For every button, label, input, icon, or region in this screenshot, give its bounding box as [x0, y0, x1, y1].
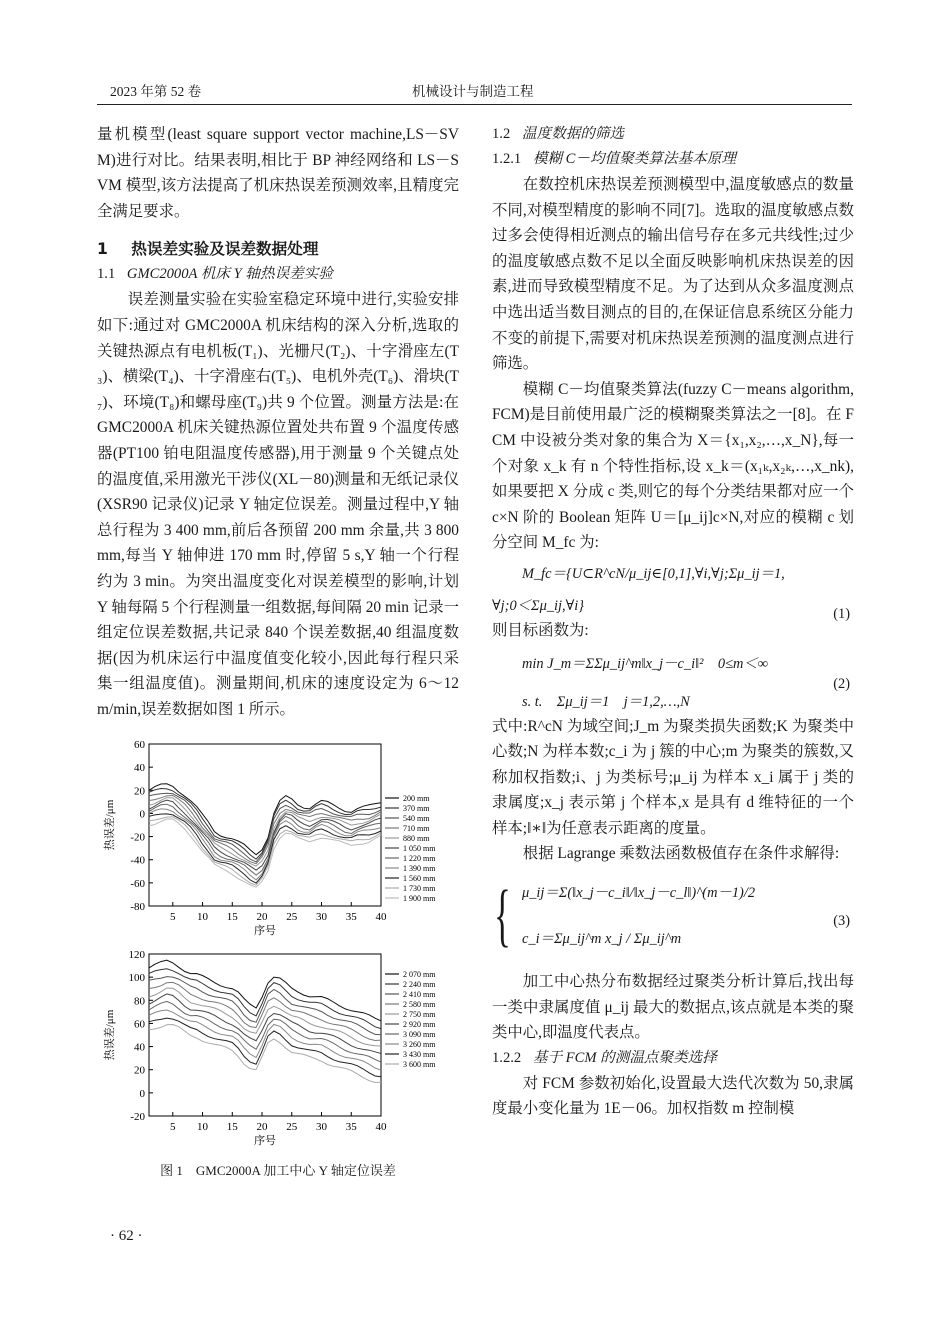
series-line: [149, 796, 381, 864]
left-column: [97, 122, 459, 1182]
section-1-2-heading: [492, 122, 854, 147]
legend-entry: 1 390 mm: [403, 864, 436, 874]
legend-entry: 370 mm: [403, 804, 430, 814]
x-axis-label: 序号: [254, 1135, 276, 1148]
legend-entry: 3 090 mm: [403, 1030, 436, 1040]
fcm-paragraph: 模糊 C－均值聚类算法(fuzzy C－means algorithm,FCM)是目前使用最广泛的模糊聚类算法之一[8]。在 FCM 中设被分类对象的集合为 X＝{x₁,x₂,…,x_N},每一个对象 x_k 有 n 个特性指标,设 x_k＝(x₁ₖ,x₂ₖ,…,x_nk),如果要把 X 分成 c 类,则它的每个分类结果都对应一个 c×N 阶的 Boolean 矩阵 U＝[μ_ij]c×N,对应的模糊 c 划分空间 M_fc 为:: [492, 380, 854, 552]
legend-entry: 710 mm: [403, 824, 430, 834]
fcm-init-paragraph: 对 FCM 参数初始化,设置最大迭代次数为 50,隶属度最小变化量为 1E－06。加权指数 m 控制模: [492, 1074, 854, 1118]
y-tick-label: -20: [130, 1111, 145, 1124]
legend-entry: 2 240 mm: [403, 980, 436, 990]
x-tick-label: 20: [256, 911, 268, 924]
x-tick-label: 10: [197, 911, 209, 924]
section-1-1-heading: [97, 262, 459, 287]
section-1-2-number: 1.2: [492, 126, 511, 142]
series-line: [149, 801, 381, 871]
equation-2-line-2: s. t. Σμ_ij＝1 j＝1,2,…,N: [522, 693, 690, 710]
legend-entry: 2 070 mm: [403, 970, 436, 980]
section-1-number: 1: [97, 240, 108, 259]
x-tick-label: 5: [170, 911, 176, 924]
x-tick-label: 40: [375, 1121, 387, 1134]
series-line: [149, 961, 381, 1022]
figure-1: [97, 736, 459, 1182]
series-line: [149, 969, 381, 1029]
legend-entry: 1 560 mm: [403, 874, 436, 884]
objective-label: 则目标函数为:: [492, 621, 589, 639]
y-tick-label: 0: [139, 1088, 145, 1101]
section-1-title: 热误差实验及误差数据处理: [131, 240, 319, 259]
x-tick-label: 15: [226, 1121, 238, 1134]
x-tick-label: 35: [345, 1121, 357, 1134]
equation-2: [492, 652, 854, 714]
section-1-2-1-heading: [492, 147, 854, 172]
header-rule: [97, 104, 852, 105]
legend-entry: 2 920 mm: [403, 1020, 436, 1030]
x-tick-label: 20: [256, 1121, 268, 1134]
y-axis-label: 热误差/μm: [104, 1010, 116, 1061]
equation-3-line-1: μ_ij＝Σ(‖x_j－c_i‖/‖x_j－c_l‖)^(m－1)/2: [522, 885, 756, 902]
series-line: [149, 1010, 381, 1070]
x-tick-label: 10: [197, 1121, 209, 1134]
equation-1-line-2: ∀j;0＜Σμ_ij,∀i}: [492, 597, 585, 614]
legend-entry: 1 050 mm: [403, 844, 436, 854]
equation-3-line-2: c_i＝Σμ_ij^m x_j / Σμ_ij^m: [522, 931, 682, 948]
legend-entry: 2 750 mm: [403, 1010, 436, 1020]
equation-1: [492, 562, 854, 622]
intro-paragraph: 量机模型(least square support vector machine,LS－SVM)进行对比。结果表明,相比于 BP 神经网络和 LS－SVM 模型,该方法提高了机床热误差预测效率,且精度完全满足要求。: [97, 126, 459, 220]
x-tick-label: 40: [375, 911, 387, 924]
y-tick-label: 100: [128, 972, 145, 985]
y-tick-label: 60: [134, 739, 145, 752]
y-tick-label: -60: [130, 878, 145, 891]
x-tick-label: 35: [345, 911, 357, 924]
x-tick-label: 30: [316, 911, 328, 924]
y-tick-label: 120: [128, 949, 145, 962]
legend-entry: 200 mm: [403, 794, 430, 804]
plot-frame: [149, 744, 381, 906]
equation-2-number: (2): [833, 675, 850, 692]
y-tick-label: 60: [134, 1018, 145, 1031]
section-1-1-number: 1.1: [97, 266, 116, 283]
figure-caption: 图 1 GMC2000A 加工中心 Y 轴定位误差: [160, 1163, 396, 1179]
section-1-2-1-number: 1.2.1: [492, 151, 522, 167]
error-chart-top: [97, 736, 459, 941]
lagrange-paragraph: 根据 Lagrange 乘数法函数极值存在条件求解得:: [522, 845, 840, 863]
x-tick-label: 25: [286, 911, 298, 924]
series-line: [149, 819, 381, 887]
x-tick-label: 15: [226, 911, 238, 924]
y-tick-label: -40: [130, 855, 145, 868]
equation-2-line-1: min J_m＝ΣΣμ_ij^m‖x_j－c_i‖² 0≤m＜∞: [522, 655, 769, 672]
section-1-1-title: GMC2000A 机床 Y 轴热误差实验: [126, 266, 333, 283]
sensitivity-paragraph: 在数控机床热误差预测模型中,温度敏感点的数量不同,对模型精度的影响不同[7]。选取的温度敏感点数过多会使得相近测点的输出信号存在多元共线性;过少的温度敏感点数不足以全面反映影响机床热误差的因素,进而导致模型精度不足。为了达到从众多温度测点中选出适当数目测点的目的,在保证信息系统区分能力不变的前提下,需要对机床热误差预测的温度测点进行筛选。: [492, 176, 854, 373]
right-column: [492, 122, 854, 1122]
legend-entry: 1 220 mm: [403, 854, 436, 864]
y-tick-label: 0: [139, 808, 145, 821]
section-1-2-2-number: 1.2.2: [492, 1049, 522, 1066]
series-line: [149, 798, 381, 866]
y-tick-label: 40: [134, 1042, 145, 1055]
legend-entry: 880 mm: [403, 834, 430, 844]
cluster-center-paragraph: 加工中心热分布数据经过聚类分析计算后,找出每一类中隶属度值 μ_ij 最大的数据点,该点就是本类的聚类中心,即温度代表点。: [492, 973, 854, 1042]
legend-entry: 2 580 mm: [403, 1000, 436, 1010]
page-number: · 62 ·: [110, 1228, 143, 1244]
y-tick-label: -80: [130, 901, 145, 914]
y-tick-label: -20: [130, 832, 145, 845]
section-1-2-2-heading: [492, 1046, 854, 1071]
section-1-2-2-title: 基于 FCM 的测温点聚类选择: [532, 1049, 717, 1066]
equation-1-number: (1): [833, 605, 850, 622]
x-tick-label: 25: [286, 1121, 298, 1134]
plot-frame: [149, 954, 381, 1116]
y-tick-label: 20: [134, 785, 145, 798]
y-tick-label: 40: [134, 762, 145, 775]
legend-entry: 2 410 mm: [403, 990, 436, 1000]
section-1-2-1-title: 模糊 C－均值聚类算法基本原理: [532, 151, 736, 167]
running-header-year: 2023 年第 52 卷: [110, 84, 202, 99]
legend-entry: 1 730 mm: [403, 884, 436, 894]
y-axis-label: 热误差/μm: [104, 800, 116, 851]
equation-3-number: (3): [833, 913, 850, 930]
x-tick-label: 5: [170, 1121, 176, 1134]
legend-entry: 3 600 mm: [403, 1060, 436, 1070]
x-tick-label: 30: [316, 1121, 328, 1134]
legend-entry: 3 260 mm: [403, 1040, 436, 1050]
y-tick-label: 20: [134, 1065, 145, 1078]
x-axis-label: 序号: [254, 925, 276, 938]
series-line: [149, 1002, 381, 1063]
equation-3: [492, 873, 854, 969]
variables-paragraph: 式中:R^cN 为域空间;J_m 为聚类损失函数;K 为聚类中心数;N 为样本数;c_i 为 j 簇的中心;m 为聚类的簇数,又称加权指数;i、j 为类标号;μ_ij 为样本 x_i 属于 j 类的隶属度;x_j 表示第 j 个样本,x 是具有 d 维特征的一个样本;‖∗‖为任意表示距离的度量。: [492, 717, 854, 837]
equation-3-brace: {: [494, 877, 511, 955]
error-chart-bottom: [97, 946, 459, 1151]
section-1-heading: [97, 236, 459, 262]
running-header-journal: 机械设计与制造工程: [412, 84, 534, 99]
legend-entry: 3 430 mm: [403, 1050, 436, 1060]
section-1-2-title: 温度数据的筛选: [521, 126, 625, 142]
experiment-paragraph: 误差测量实验在实验室稳定环境中进行,实验安排如下:通过对 GMC2000A 机床结构的深入分析,选取的关键热源点有电机板(T₁)、光栅尺(T₂)、十字滑座左(T₃)、横梁(T₄)、十字滑座右(T₅)、电机外壳(T₆)、滑块(T₇)、环境(T₈)和螺母座(T₉)共 9 个位置。测量方法是:在 GMC2000A 机床关键热源位置处共布置 9 个温度传感器(PT100 铂电阻温度传感器),用于测量 9 个关键点处的温度值,采用激光干涉仪(XL－80)测量和无纸记录仪(XSR90 记录仪)记录 Y 轴定位误差。测量过程中,Y 轴总行程为 3 400 mm,前后各预留 200 mm 余量,共 3 800 mm,每当 Y 轴伸进 170 mm 时,停留 5 s,Y 轴一个行程约为 3 min。为突出温度变化对误差模型的影响,计划 Y 轴每隔 5 个行程测量一组数据,每间隔 20 min 记录一组定位误差数据,共记录 840 个误差数据,40 组温度数据(因为机床运行中温度值变化较小,因此每行程只采集一组温度值)。测量期间,机床的速度设定为 6～12 m/min,误差数据如图 1 所示。: [97, 291, 459, 718]
y-tick-label: 80: [134, 995, 145, 1008]
legend-entry: 1 900 mm: [403, 894, 436, 904]
equation-1-line-1: M_fc＝{U⊂R^cN/μ_ij∈[0,1],∀i,∀j;Σμ_ij＝1,: [522, 565, 785, 582]
legend-entry: 540 mm: [403, 814, 430, 824]
